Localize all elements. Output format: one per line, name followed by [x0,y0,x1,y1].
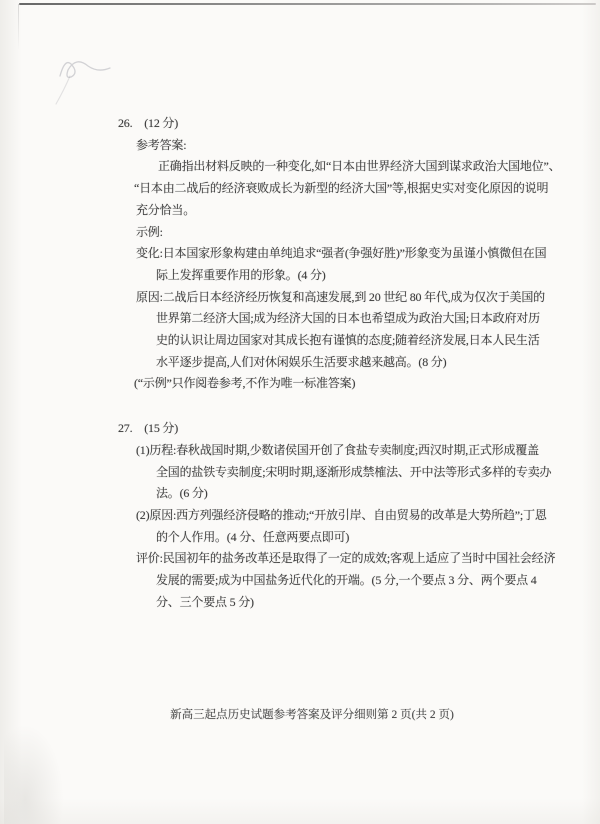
answer-key-body [0,113,600,613]
q27-part1-line: 法。(6 分) [156,486,208,501]
q27-part2-line: (2)原因:西方列强经济侵略的推动;“开放引岸、自由贸易的改革是大势所趋”;丁恩 [136,507,547,522]
q26-block [0,113,600,395]
q26-grading-note: (“示例”只作阅卷参考,不作为唯一标准答案) [134,376,356,391]
q27-heading [0,418,600,440]
paper-edge [18,4,19,50]
q27-part1-line: (1)历程:春秋战国时期,少数诸侯国开创了食盐专卖制度;西汉时期,正式形成覆盖 [136,442,539,457]
scan-edge-line [19,3,596,5]
q26-number: 26. [118,116,133,130]
q27-evaluation-line: 评价:民国初年的盐务改革还是取得了一定的成效;客观上适应了当时中国社会经济 [136,551,556,566]
q26-reason-line: 水平逐步提高,人们对休闲娱乐生活要求越来越高。(8 分) [156,354,447,369]
q26-reason-line: 世界第二经济大国;成为经济大国的日本也希望成为政治大国;日本政府对历 [156,311,540,326]
q27-part2-line: 的个人作用。(4 分、任意两要点即可) [156,529,350,544]
scan-smudge [4,724,64,824]
q27-part1-line: 全国的盐铁专卖制度;宋明时期,逐渐形成禁榷法、开中法等形式多样的专卖办 [156,464,552,479]
q27-block [0,418,600,613]
page-footer: 新高三起点历史试题参考答案及评分细则第 2 页(共 2 页) [170,709,454,721]
q26-change-line: 际上发挥重要作用的形象。(4 分) [156,267,326,282]
q26-criteria-line: “日本由二战后的经济衰败成长为新型的经济大国”等,根据史实对变化原因的说明 [134,181,549,196]
q26-heading [0,113,600,135]
q27-number: 27. [118,421,133,436]
q26-reason-line: 原因:二战后日本经济经历恢复和高速发展,到 20 世纪 80 年代,成为仅次于美国的 [136,289,545,304]
q27-points: (15 分) [144,421,179,436]
q26-criteria-line: 正确指出材料反映的一种变化,如“日本由世界经济大国到谋求政治大国地位”、 [158,159,561,174]
q26-example-label: 示例: [136,224,163,239]
q27-evaluation-line: 分、三个要点 5 分) [156,594,254,609]
q27-evaluation-line: 发展的需要;成为中国盐务近代化的开端。(5 分,一个要点 3 分、两个要点 4 [156,573,537,588]
q26-change-line: 变化:日本国家形象构建由单纯追求“强者(争强好胜)”形象变为虽谨小慎微但在国 [136,246,547,261]
q26-points: (12 分) [144,116,179,130]
q26-ref-answer-label: 参考答案: [136,137,187,152]
q26-reason-line: 史的认识让周边国家对其成长抱有谨慎的态度;随着经济发展,日本人民生活 [156,333,540,348]
q26-criteria-line: 充分恰当。 [136,202,196,217]
